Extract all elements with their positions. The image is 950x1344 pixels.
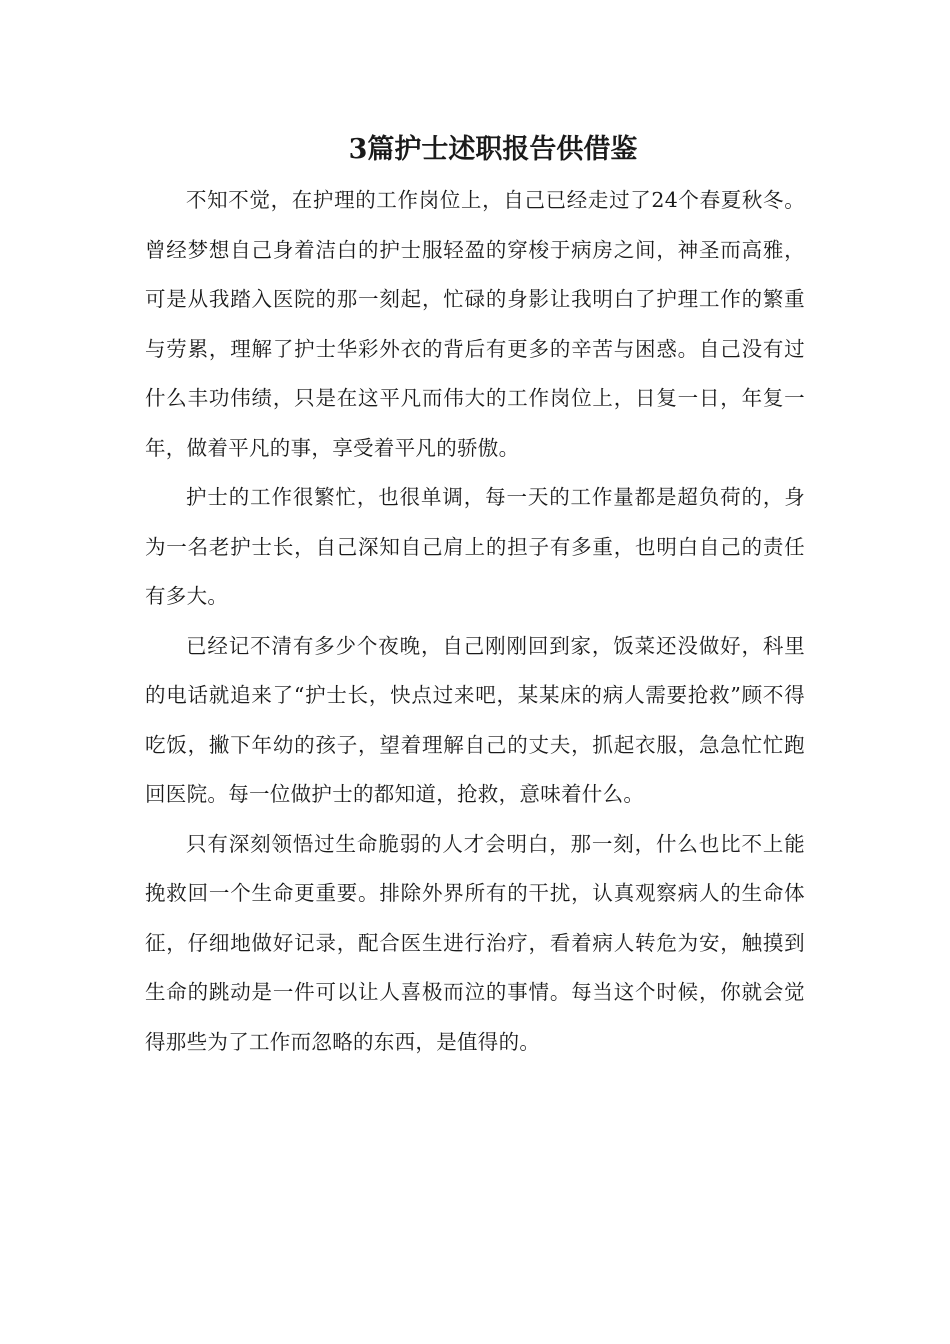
paragraph-2: 护士的工作很繁忙，也很单调，每一天的工作量都是超负荷的，身为一名老护士长，自己深知自己肩上的担子有多重，也明白自己的责任有多大。 (145, 485, 805, 608)
document-body (145, 176, 805, 1067)
document-title: 3篇护士述职报告供借鉴 (348, 134, 638, 165)
paragraph-3: 已经记不清有多少个夜晚，自己刚刚回到家，饭菜还没做好，科里的电话就追来了“护士长，快点过来吧，某某床的病人需要抢救”顾不得吃饭，撇下年幼的孩子，望着理解自己的丈夫，抓起衣服，急急忙忙跑回医院。每一位做护士的都知道，抢救，意味着什么。 (145, 633, 805, 806)
paragraph-4: 只有深刻领悟过生命脆弱的人才会明白，那一刻，什么也比不上能挽救回一个生命更重要。排除外界所有的干扰，认真观察病人的生命体征，仔细地做好记录，配合医生进行治疗，看着病人转危为安，触摸到生命的跳动是一件可以让人喜极而泣的事情。每当这个时候，你就会觉得那些为了工作而忽略的东西，是值得的。 (145, 831, 805, 1054)
paragraph-1: 不知不觉，在护理的工作岗位上，自己已经走过了24个春夏秋冬。曾经梦想自己身着洁白的护士服轻盈的穿梭于病房之间，神圣而高雅，可是从我踏入医院的那一刻起，忙碌的身影让我明白了护理工作的繁重与劳累，理解了护士华彩外衣的背后有更多的辛苦与困惑。自己没有过什么丰功伟绩，只是在这平凡而伟大的工作岗位上，日复一日，年复一年，做着平凡的事，享受着平凡的骄傲。 (145, 188, 805, 460)
